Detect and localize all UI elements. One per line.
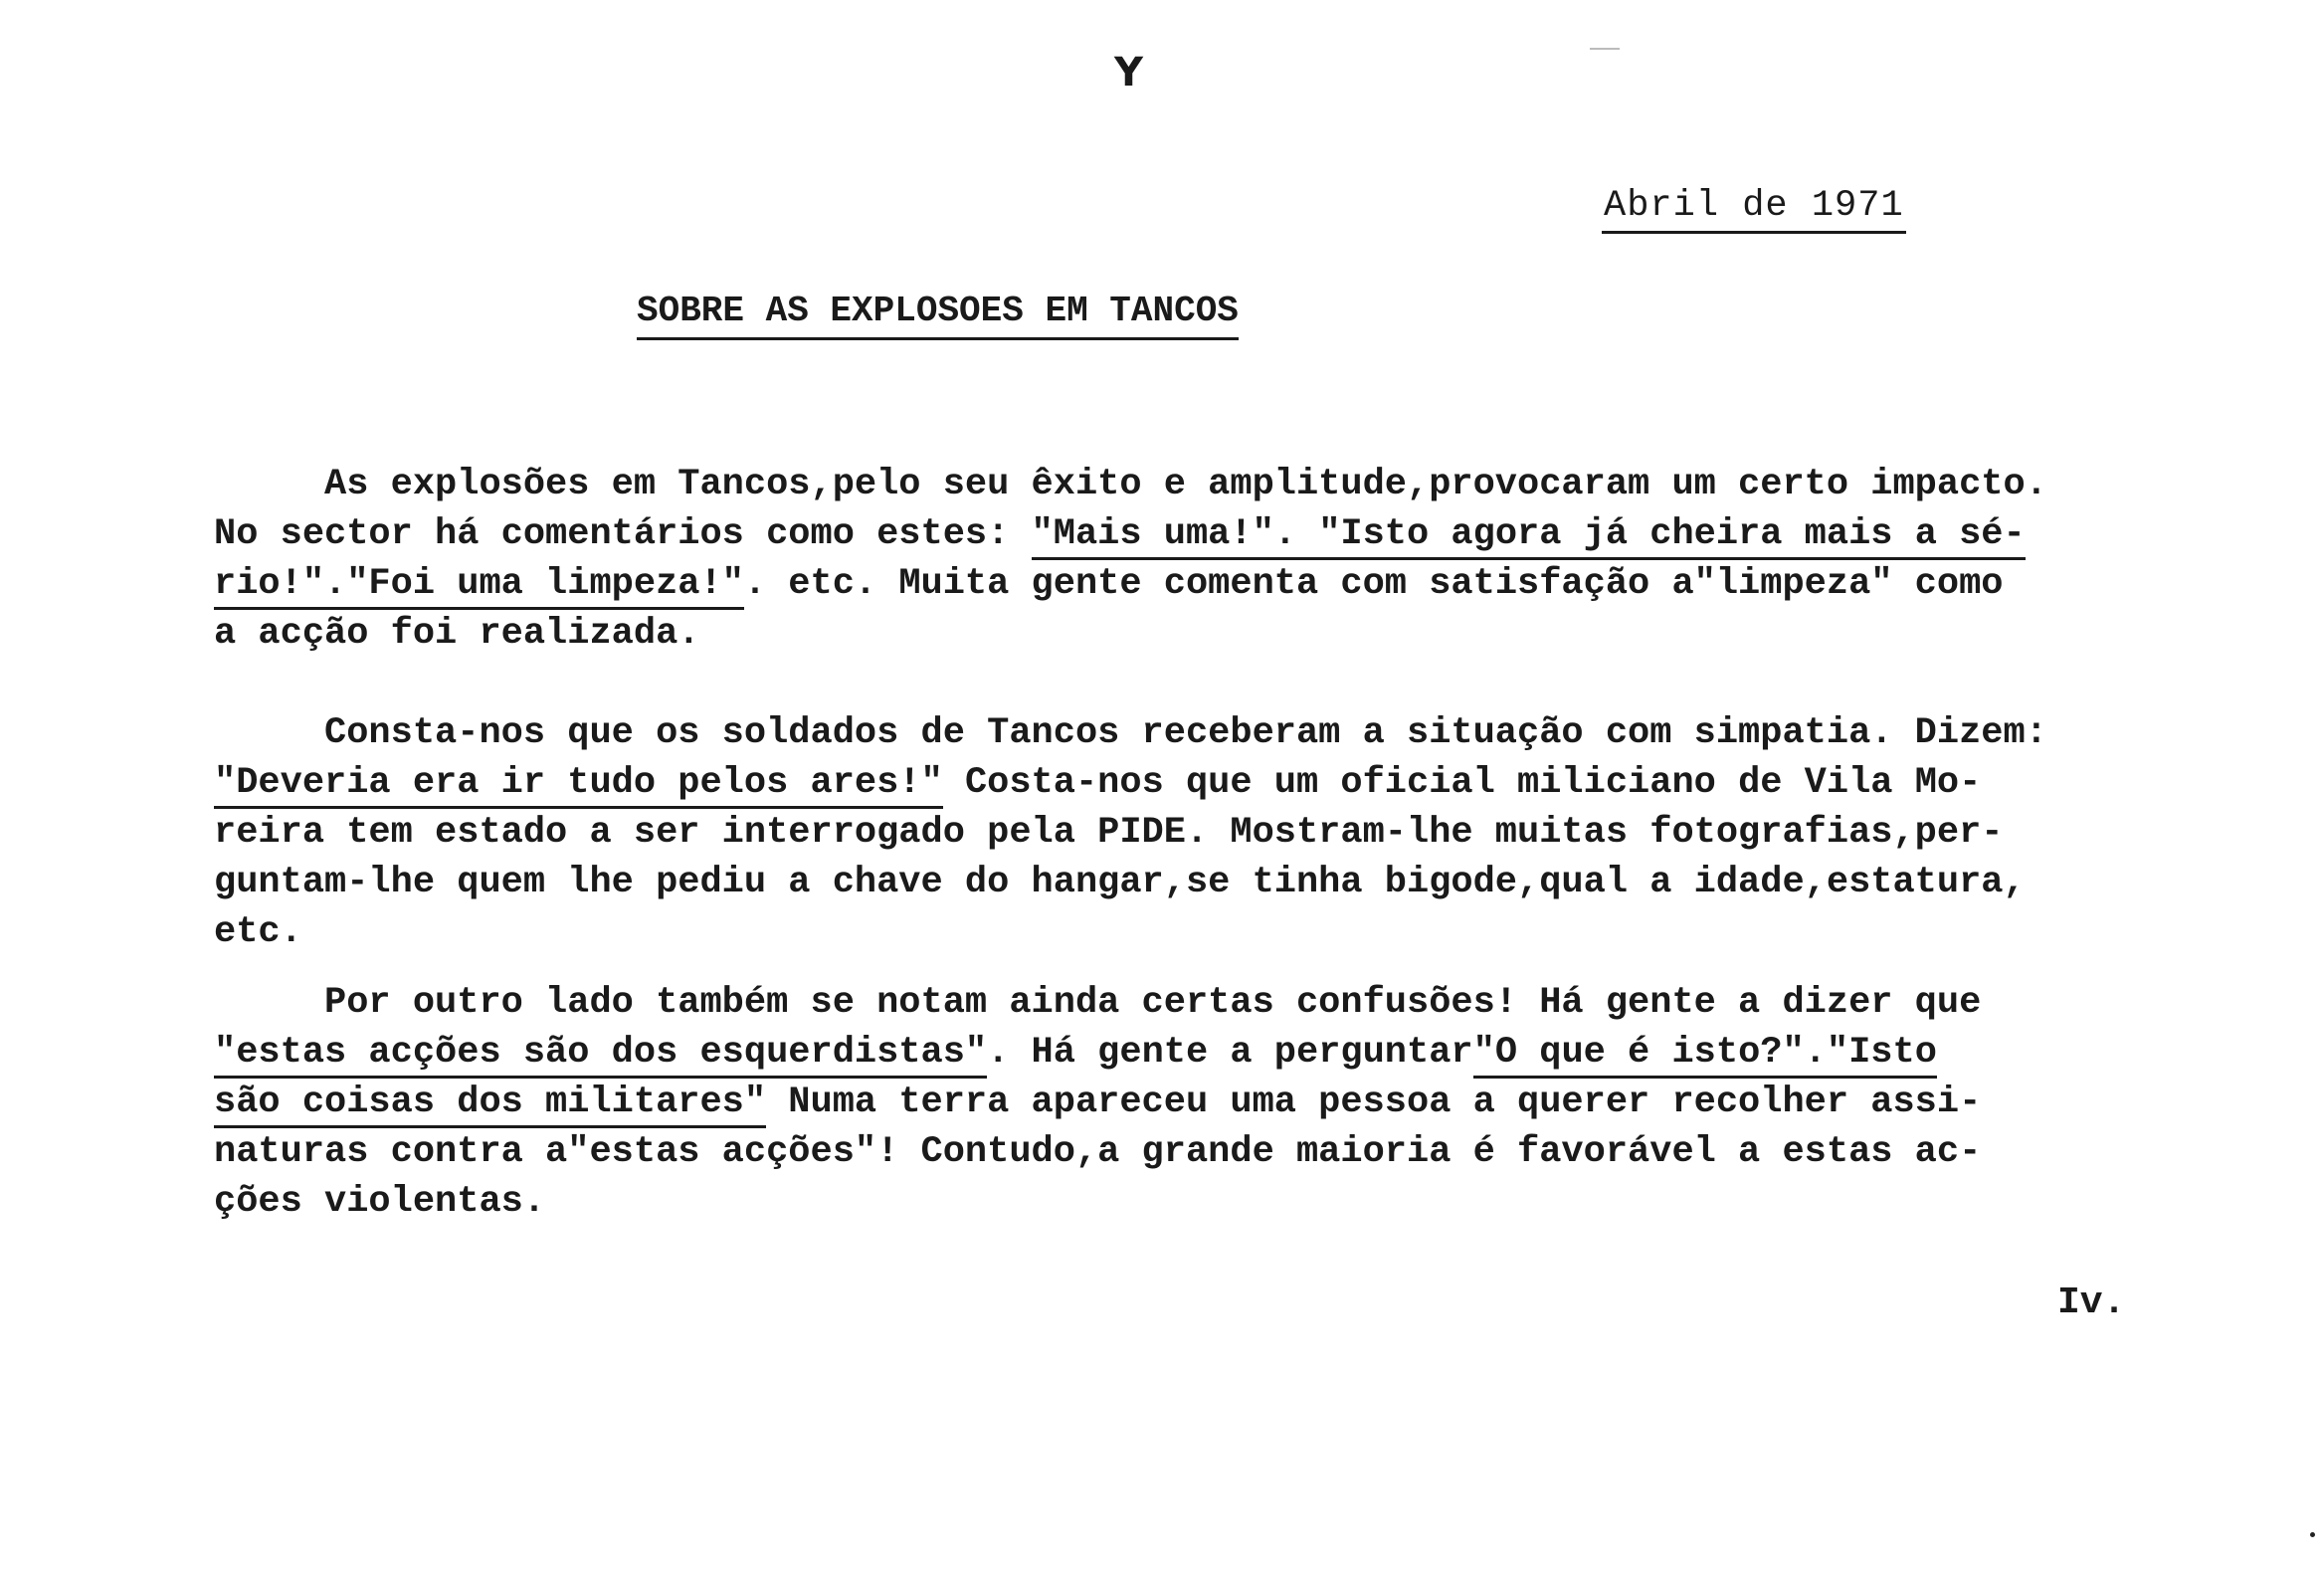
page-marker: Y [1114, 50, 1143, 96]
text-line [214, 858, 2273, 907]
scan-artifact [1590, 48, 1620, 50]
document-title: SOBRE AS EXPLOSOES EM TANCOS [637, 291, 1239, 340]
text-segment: Costa-nos que um oficial miliciano de Vila Mo- [942, 762, 1982, 804]
document-date: Abril de 1971 [1602, 185, 1906, 234]
underlined-quote: "Deveria era ir tudo pelos ares!" [214, 762, 943, 809]
text-line [214, 1078, 2273, 1127]
text-segment: Consta-nos que os soldados de Tancos receberam a situação com simpatia. Dizem: [214, 712, 2047, 754]
paragraph-2 [214, 708, 2273, 957]
text-segment: As explosões em Tancos,pelo seu êxito e amplitude,provocaram um certo impacto. [214, 464, 2047, 505]
text-line [214, 907, 2273, 957]
scan-artifact [2310, 1532, 2315, 1537]
text-line [214, 708, 2273, 758]
text-line [214, 559, 2273, 609]
text-segment: Numa terra apareceu uma pessoa a querer recolher assi- [766, 1082, 1982, 1123]
underlined-quote: "O que é isto?"."Isto [1473, 1032, 1937, 1079]
signature: Iv. [2057, 1281, 2126, 1324]
underlined-quote: "estas acções são dos esquerdistas" [214, 1032, 987, 1079]
text-segment: Por outro lado também se notam ainda certas confusões! Há gente a dizer que [214, 982, 1982, 1024]
paragraph-3 [214, 978, 2273, 1227]
underlined-quote: são coisas dos militares" [214, 1082, 766, 1128]
text-segment: No sector há comentários como estes: [214, 513, 1032, 555]
text-line [214, 1028, 2273, 1078]
text-segment: . etc. Muita gente comenta com satisfação a"limpeza" como [743, 563, 2004, 605]
text-segment: . Há gente a perguntar [987, 1032, 1473, 1074]
underlined-quote: "Mais uma!". "Isto agora já cheira mais a sé- [1032, 513, 2026, 560]
text-line [214, 758, 2273, 808]
text-line [214, 808, 2273, 858]
text-line [214, 460, 2273, 509]
underlined-quote: rio!"."Foi uma limpeza!" [214, 563, 744, 610]
text-segment: guntam-lhe quem lhe pediu a chave do hangar,se tinha bigode,qual a idade,estatura, [214, 862, 2026, 903]
text-segment: ções violentas. [214, 1181, 546, 1223]
text-line [214, 509, 2273, 559]
text-line [214, 978, 2273, 1028]
text-segment: a acção foi realizada. [214, 613, 700, 655]
text-segment: reira tem estado a ser interrogado pela PIDE. Mostram-lhe muitas fotografias,per- [214, 812, 2004, 854]
text-line [214, 1177, 2273, 1227]
paragraph-1 [214, 460, 2273, 659]
text-segment: naturas contra a"estas acções"! Contudo,a grande maioria é favorável a estas ac- [214, 1131, 1982, 1173]
text-segment: etc. [214, 911, 302, 953]
text-line [214, 609, 2273, 659]
text-line [214, 1127, 2273, 1177]
